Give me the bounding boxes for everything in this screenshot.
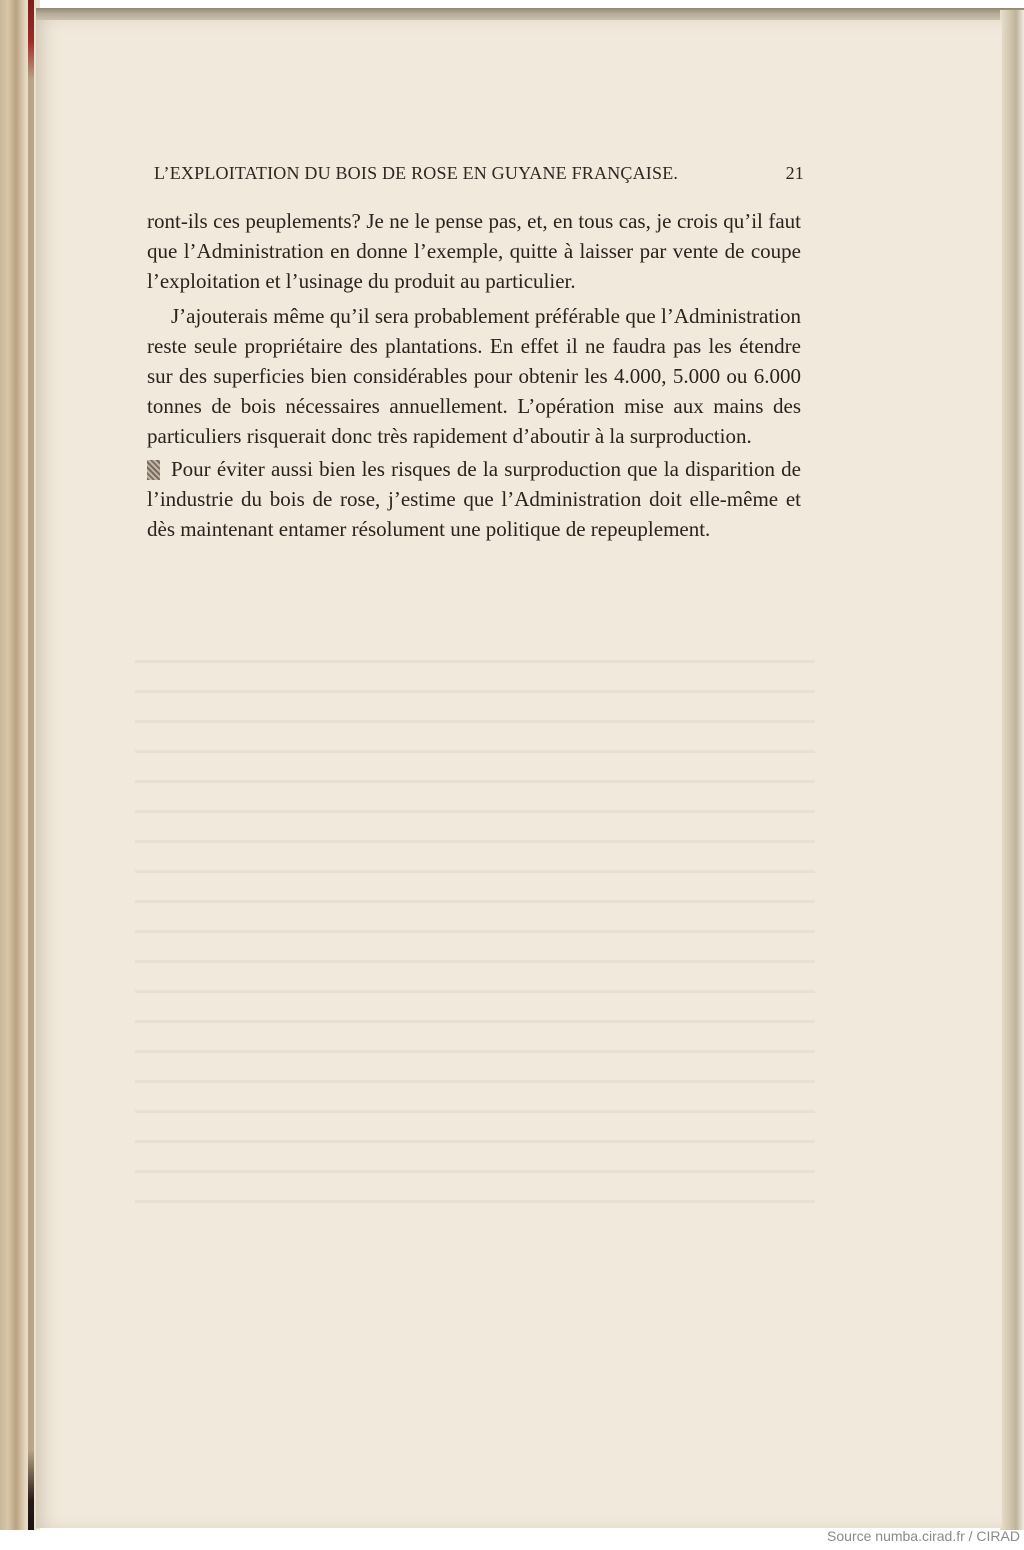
show-through-shading [135, 660, 815, 1220]
paragraph-3-wrapper [147, 454, 801, 545]
source-credit: Source numba.cirad.fr / CIRAD [827, 1528, 1020, 1544]
binding-edge [28, 0, 34, 1530]
page-number: 21 [785, 163, 804, 183]
running-head-title: L’EXPLOITATION DU BOIS DE ROSE EN GUYANE FRANÇAISE. [154, 163, 679, 183]
paragraph-3: Pour éviter aussi bien les risques de la surproduction que la disparition de l’industrie du bois de rose, j’estime que l’Administration doit elle-même et dès maintenant entamer résolument une politique de repeuplement. [147, 456, 801, 542]
body-text [147, 206, 801, 544]
paragraph-1: ront-ils ces peuplements? Je ne le pense pas, et, en tous cas, je crois qu’il faut que l’Administration en donne l’exemple, quitte à laisser par vente de coupe l’exploitation et l’usinage du produit au particulier. [147, 209, 801, 294]
book-binding [0, 0, 40, 1530]
right-board-edge [1000, 10, 1024, 1530]
paragraph-2: J’ajouterais même qu’il sera probablement préférable que l’Administration reste seule propriétaire des plantations. En effet il ne faudra pas les étendre sur des superficies bien considérables pour obtenir les 4.000, 5.000 ou 6.000 tonnes de bois nécessaires annuellement. L’opération mise aux mains des particuliers risquerait donc très rapidement d’aboutir à la surproduction. [147, 303, 801, 449]
